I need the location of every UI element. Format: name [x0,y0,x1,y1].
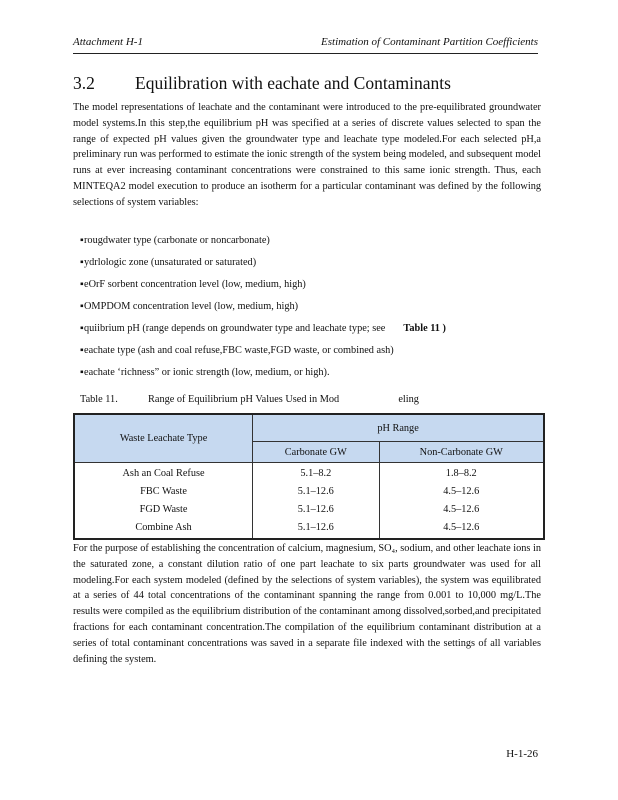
list-item [80,276,540,298]
table-caption-number: Table 11. [80,394,118,405]
list-item [80,232,540,254]
list-item-text: eachate type (ash and coal refuse,FBC waste,FGD waste, or combined ash) [84,345,394,356]
list-item [80,364,540,386]
table-cell: 5.1–12.6 [253,482,379,500]
table-cell: FBC Waste [74,482,253,500]
table-cell: 5.1–12.6 [253,500,379,518]
table-cell: 4.5–12.6 [379,482,544,500]
table-header-noncarbonate: Non-Carbonate GW [379,442,544,463]
bullet-marker: ▪ [80,323,84,334]
paragraph-intro: The model representations of leachate and the contaminant were introduced to the pre-equilibrated groundwater model systems.In this step,the equilibrium pH was specified at a series of discrete values selected to span the range of expected pH values given the groundwater type and leachate type modeled.For each selected pH,a preliminary run was performed to estimate the ionic strength of the system being modeled, and subsequent model runs at ever increasing contaminant concentrations were constrained to this same ionic strength. Thus, each MINTEQA2 model execution to produce an isotherm for a particular contaminant was defined by the following selections of system variables: [73,102,541,208]
list-item [80,254,540,276]
page-number: H-1-26 [506,748,538,760]
list-item [80,298,540,320]
table-cell: 4.5–12.6 [379,518,544,539]
list-item-text: ydrlologic zone (unsaturated or saturated) [84,257,257,268]
table-cell: 4.5–12.6 [379,500,544,518]
ph-range-table [73,413,545,540]
section-title: Equilibration with eachate and Contaminants [135,73,451,93]
list-item-text: rougdwater type (carbonate or noncarbonate) [84,235,270,246]
list-item-text: quiibrium pH (range depends on groundwater type and leachate type; see [84,323,386,334]
bullet-marker: ▪ [80,257,84,268]
bullet-marker: ▪ [80,235,84,246]
table-cell: 1.8–8.2 [379,463,544,483]
table-header-waste-type: Waste Leachate Type [74,414,253,463]
header-attachment: Attachment H-1 [73,36,143,48]
system-variables-list [80,232,540,386]
list-item-text: OMPDOM concentration level (low, medium, high) [84,301,299,312]
table-cell: Ash an Coal Refuse [74,463,253,483]
table-cell: FGD Waste [74,500,253,518]
bullet-marker: ▪ [80,345,84,356]
section-heading [73,73,451,94]
table-cell: 5.1–12.6 [253,518,379,539]
bullet-marker: ▪ [80,367,84,378]
list-item [80,320,540,342]
header-document-title: Estimation of Contaminant Partition Coefficients [321,36,538,48]
list-item [80,342,540,364]
table-row [74,482,544,500]
table-caption-text: Range of Equilibrium pH Values Used in Mod eling [148,394,419,405]
table-row [74,463,544,483]
section-number: 3.2 [73,73,95,93]
header-rule [73,53,538,54]
paragraph-results: For the purpose of establishing the concentration of calcium, magnesium, SO₄, sodium, and other leachate ions in the saturated zone, a constant dilution ratio of one part leachate to six parts groundwater was used for all modeling.For each system modeled (defined by the selections of system variables), the system was equilibrated at a series of 44 total concentrations of the contaminant spanning the range from 0.001 to 10,000 mg/L.The results were compiled as the equilibrium distribution of the contaminant among dissolved,sorbed,and precipitated fractions for each contaminant concentration.The compilation of the equilibrium contaminant distribution at a series of total contaminant concentrations was saved in a separate file indexed with the settings of all variables defining the system. [73,543,541,665]
table-row [74,500,544,518]
table-header-ph-range: pH Range [253,414,544,442]
table-row [74,518,544,539]
bullet-marker: ▪ [80,301,84,312]
table-reference: Table 11 ) [403,323,446,334]
table-caption [80,394,419,405]
list-item-text: eachate ‘richness” or ionic strength (low, medium, or high). [84,367,330,378]
table-cell: 5.1–8.2 [253,463,379,483]
table-cell: Combine Ash [74,518,253,539]
table-header-carbonate: Carbonate GW [253,442,379,463]
list-item-text: eOrF sorbent concentration level (low, medium, high) [84,279,306,290]
bullet-marker: ▪ [80,279,84,290]
